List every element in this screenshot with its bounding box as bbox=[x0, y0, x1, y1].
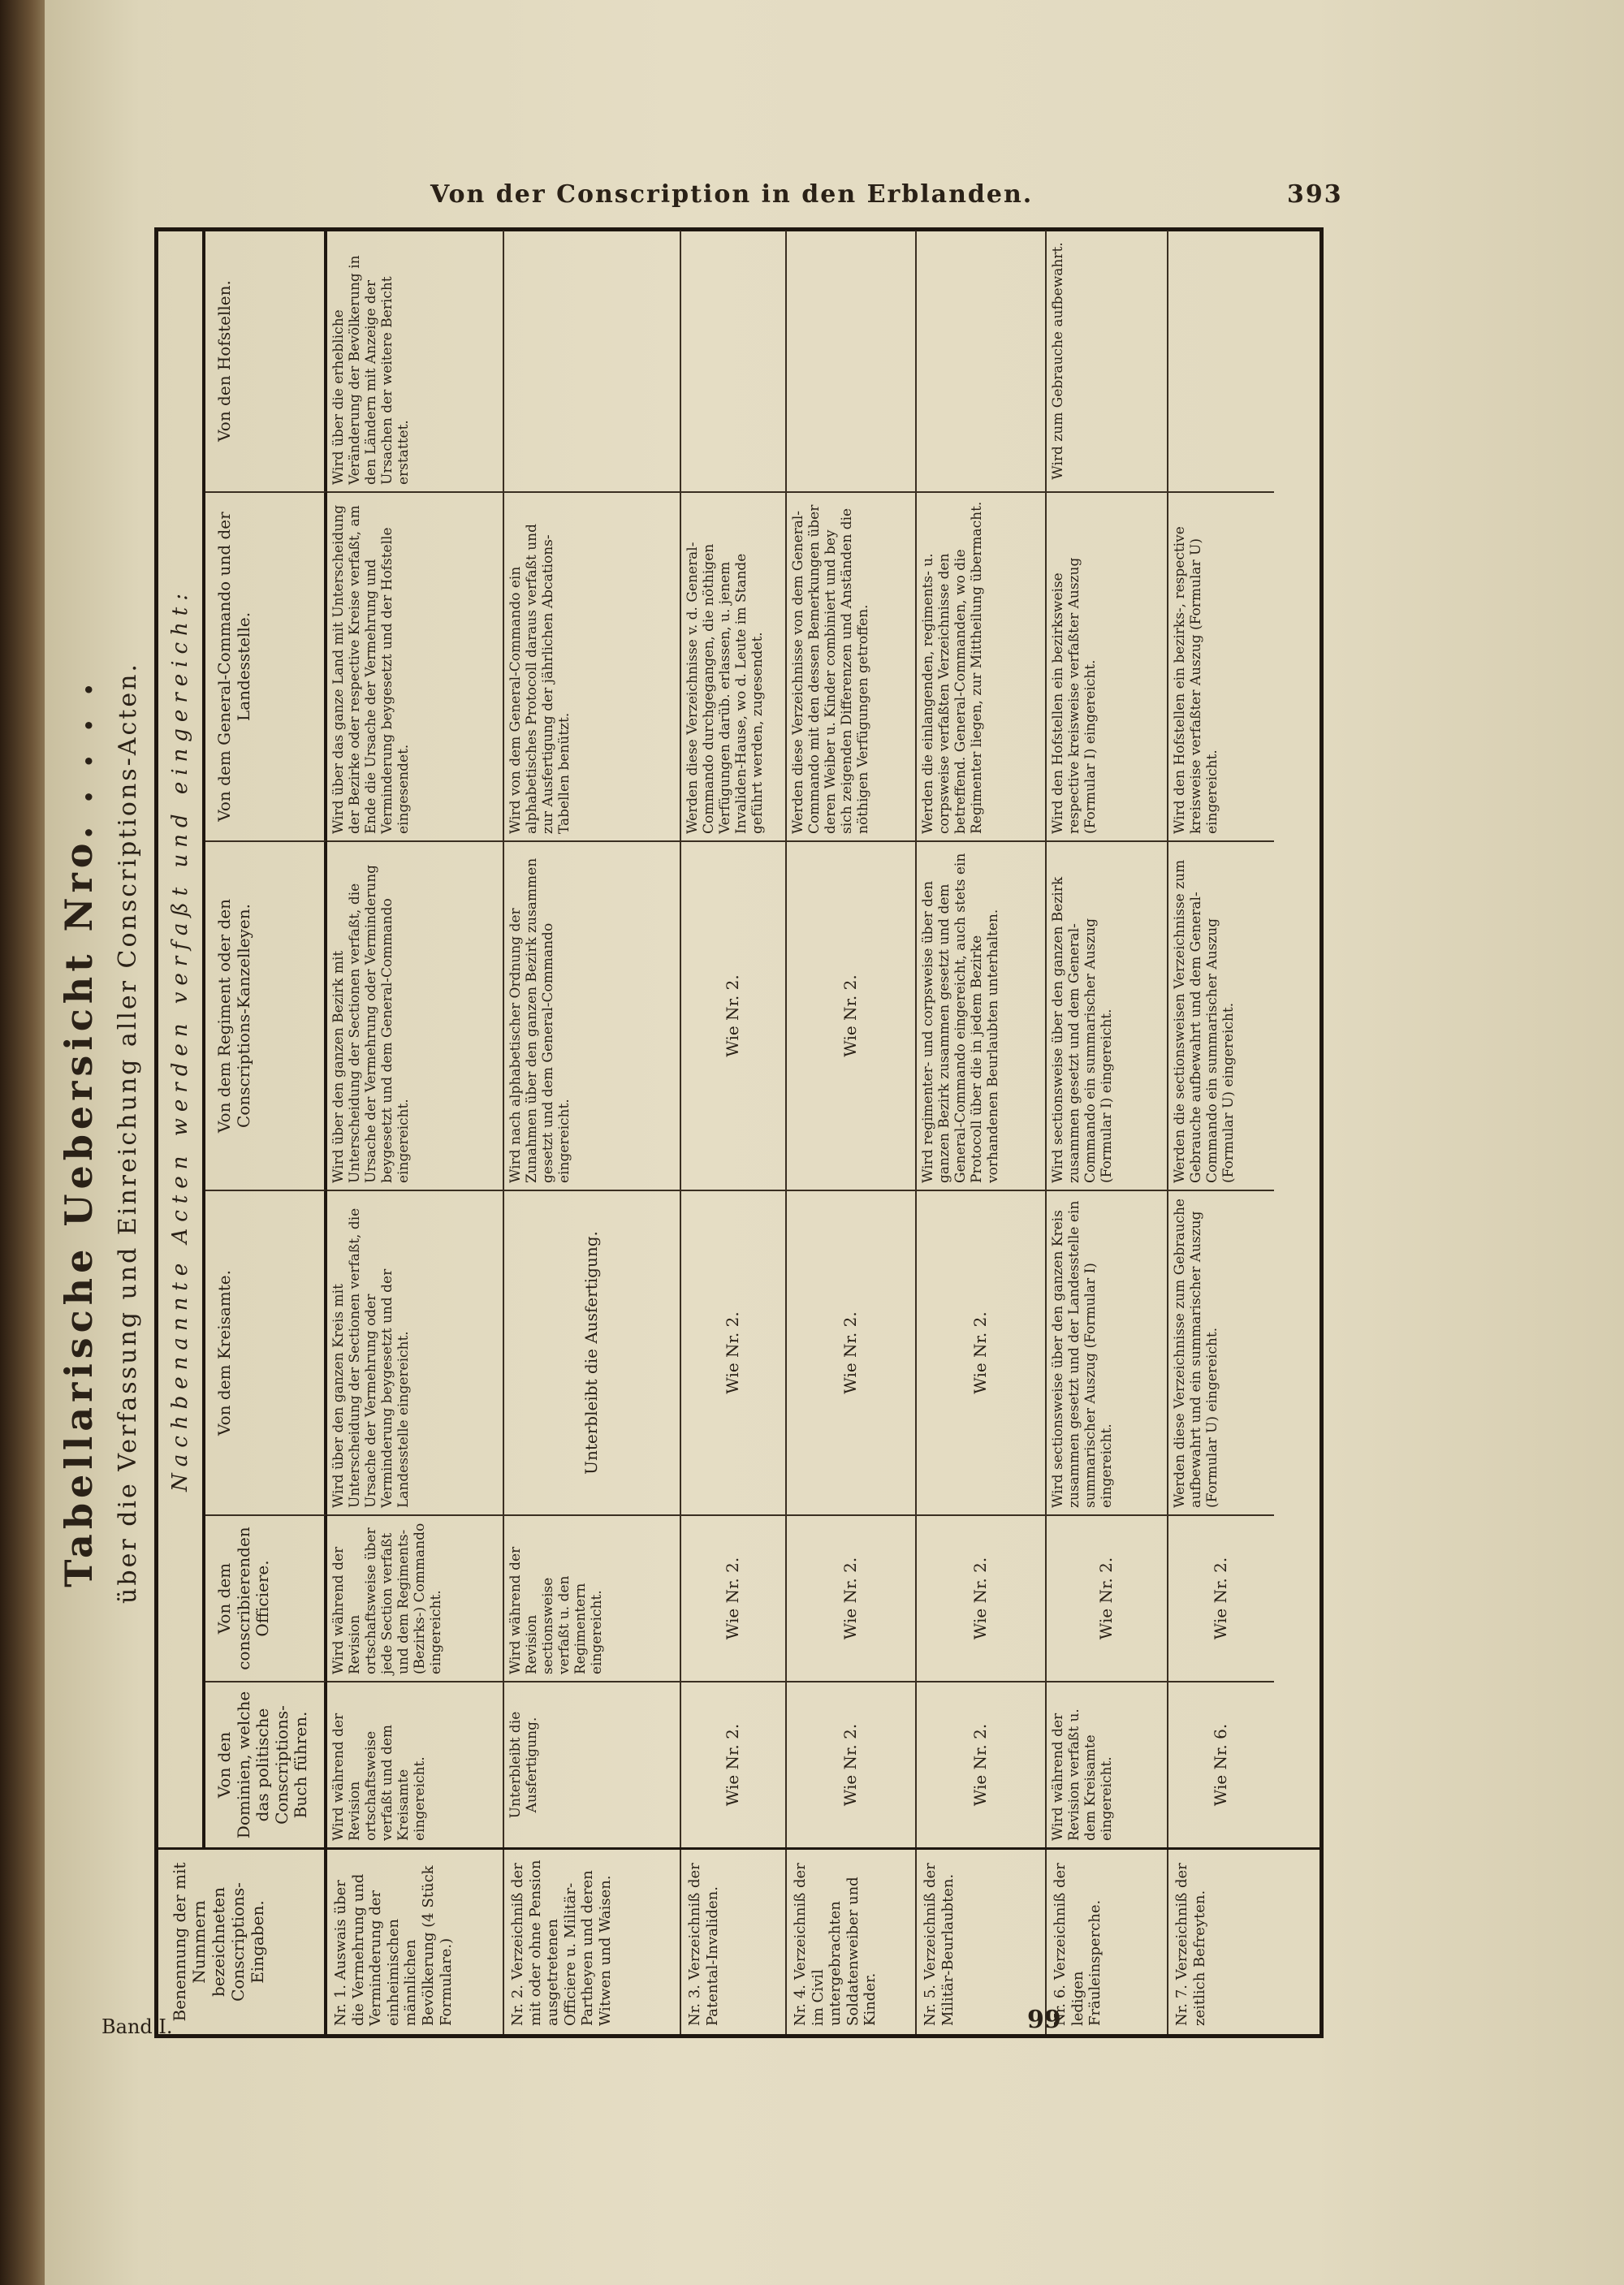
table-cell bbox=[1168, 231, 1274, 491]
acts-columns bbox=[158, 231, 1320, 1847]
table-cell: Wie Nr. 2. bbox=[681, 840, 787, 1190]
table-cell bbox=[917, 231, 1047, 491]
col-header-dominien: Von den Dominien, welche das politische Conscriptions-Buch führen. bbox=[205, 1681, 327, 1847]
row-name: Nr. 3. Verzeichniß der Patental-Invaliden. bbox=[681, 1850, 787, 2034]
row-name: Nr. 7. Verzeichniß der zeitlich Befreyten. bbox=[1173, 1863, 1208, 2026]
table-cell: Wird während der Revision ortschaftsweise über jede Section verfaßt und dem Regiments- (Bezirks-) Commando eingereicht. bbox=[327, 1514, 504, 1681]
table-cell: Wie Nr. 2. bbox=[1047, 1514, 1168, 1681]
volume-label: Band I. bbox=[102, 2015, 173, 2038]
table-cell: Wie Nr. 2. bbox=[917, 1190, 1047, 1514]
signature-mark: 99 bbox=[1027, 2006, 1061, 2034]
table-cell: Unterbleibt die Ausfertigung. bbox=[504, 1681, 681, 1847]
table-cell: Wird von dem General-Commando ein alphabetisches Protocoll daraus verfaßt und zur Ausfertigung der jährlichen Abcations-Tabellen benützt. bbox=[504, 491, 681, 840]
rotated-table-block bbox=[57, 227, 1324, 2038]
row-name: Nr. 4. Verzeichniß der im Civil untergebrachten Soldatenweiber und Kinder. bbox=[787, 1850, 917, 2034]
col-header-officier: Von dem conscribierenden Officiere. bbox=[205, 1514, 327, 1681]
table-cell: Wird sectionsweise über den ganzen Bezirk zusammen gesetzt und dem General-Commando ein summarischer Auszug (Formular I) eingereicht. bbox=[1047, 840, 1168, 1190]
table-cell: Wird regimenter- und corpsweise über den ganzen Bezirk zusammen gesetzt und dem General-Commando eingereicht, auch stets ein Protocoll über die in jedem Bezirke vorhandenen Beurlaubten unterhalten. bbox=[917, 840, 1047, 1190]
table-cell: Wird über den ganzen Bezirk mit Unterscheidung der Sectionen verfaßt, die Ursache der Vermehrung oder Verminderung beygesetzt und dem General-Commando eingereicht. bbox=[327, 840, 504, 1190]
table-cell: Wird über das ganze Land mit Unterscheidung der Bezirke oder respective Kreise verfaßt, am Ende die Ursache der Vermehrung und Verminderung beygesetzt und der Hofstelle eingesendet. bbox=[327, 491, 504, 840]
table-cell: Wie Nr. 2. bbox=[681, 1514, 787, 1681]
table-cell: Werden diese Verzeichnisse zum Gebrauche aufbewahrt und ein summarischer Auszug (Formular U) eingereicht. bbox=[1168, 1190, 1274, 1514]
col-header-kreisamt: Von dem Kreisamte. bbox=[205, 1190, 327, 1514]
table-cell: Wie Nr. 2. bbox=[681, 1681, 787, 1847]
first-column-header: Benennung der mit Nummern bezeichneten Conscriptions-Eingaben. bbox=[158, 1850, 327, 2034]
table-cell: Wie Nr. 2. bbox=[681, 1190, 787, 1514]
table-cell: Wie Nr. 2. bbox=[787, 840, 917, 1190]
table-cell: Wie Nr. 2. bbox=[787, 1514, 917, 1681]
table-cell: Wird über die erhebliche Veränderung der Bevölkerung in den Ländern mit Anzeige der Ursachen der weitere Bericht erstattet. bbox=[327, 231, 504, 491]
table-cell: Wie Nr. 2. bbox=[787, 1190, 917, 1514]
table-subtitle: über die Verfassung und Einreichung aller Conscriptions-Acten. bbox=[114, 662, 142, 1604]
table-cell bbox=[787, 231, 917, 491]
page-number: 393 bbox=[1287, 180, 1343, 209]
table-cell: Wird während der Revision ortschaftsweise verfaßt und dem Kreisamte eingereicht. bbox=[327, 1681, 504, 1847]
table-cell: Wird den Hofstellen ein bezirksweise respective kreisweise verfaßter Auszug (Formular I) eingereicht. bbox=[1047, 491, 1168, 840]
row-name: Nr. 5. Verzeichniß der Militär-Beurlaubten. bbox=[917, 1850, 1047, 2034]
table-cell: Wird sectionsweise über den ganzen Kreis zusammen gesetzt und der Landesstelle ein summarischer Auszug (Formular I) eingereicht. bbox=[1047, 1190, 1168, 1514]
table-cell: Wie Nr. 2. bbox=[1168, 1514, 1274, 1681]
table-cell: Werden die sectionsweisen Verzeichnisse zum Gebrauche aufbewahrt und dem General-Commando ein summarischer Auszug (Formular U) eingereicht. bbox=[1168, 840, 1274, 1190]
row-name: Nr. 6. Verzeichniß der ledigen Fräuleinsperche. bbox=[1047, 1850, 1168, 2034]
page-footer bbox=[0, 2006, 1624, 2054]
col-header-general-commando: Von dem General-Commando und der Landesstelle. bbox=[205, 491, 327, 840]
table-cell: Wird den Hofstellen ein bezirks-, respective kreisweise verfaßter Auszug (Formular U) eingereicht. bbox=[1168, 491, 1274, 840]
table-cell: Wie Nr. 6. bbox=[1168, 1681, 1274, 1847]
table-cell: Wie Nr. 2. bbox=[787, 1681, 917, 1847]
table-cell: Wird über den ganzen Kreis mit Unterscheidung der Sectionen verfaßt, die Ursache der Vermehrung oder Verminderung beygesetzt und der Landesstelle eingereicht. bbox=[327, 1190, 504, 1514]
table-title: Tabellarische Uebersicht Nro. . . . . bbox=[57, 678, 101, 1587]
table-cell: Wird zum Gebrauche aufbewahrt. bbox=[1047, 231, 1168, 491]
table-cell bbox=[681, 231, 787, 491]
table-cell: Wird während der Revision verfaßt u. dem Kreisamte eingereicht. bbox=[1047, 1681, 1168, 1847]
table-frame bbox=[154, 227, 1324, 2038]
table-cell: Unterbleibt die Ausfertigung. bbox=[504, 1190, 681, 1514]
table-cell: Werden diese Verzeichnisse v. d. General-Commando durchgegangen, die nöthigen Verfügungen darüb. erlassen, u. jenem Invaliden-Hause, wo d. Leute im Stande geführt werden, zugesendet. bbox=[681, 491, 787, 840]
running-title: Von der Conscription in den Erblanden. bbox=[430, 180, 1034, 209]
span-header: Nachbenannte Acten werden verfaßt und eingereicht: bbox=[158, 231, 205, 1847]
table-cell: Werden die einlangenden, regiments- u. corpsweise verfaßten Verzeichnisse den betreffend. General-Commanden, wo die Regimenter liegen, zur Mittheilung übermacht. bbox=[917, 491, 1047, 840]
col-header-regiment: Von dem Regiment oder den Conscriptions-Kanzelleyen. bbox=[205, 840, 327, 1190]
table-cell bbox=[504, 231, 681, 491]
table-cell: Wie Nr. 2. bbox=[917, 1681, 1047, 1847]
row-name: Nr. 2. Verzeichniß der mit oder ohne Pension ausgetretenen Officiere u. Militär-Partheyen und deren Witwen und Waisen. bbox=[504, 1850, 681, 2034]
table-cell: Wird während der Revision sectionsweise verfaßt u. den Regimentern eingereicht. bbox=[504, 1514, 681, 1681]
table-cell: Wie Nr. 2. bbox=[917, 1514, 1047, 1681]
table-cell: Werden diese Verzeichnisse von dem General-Commando mit den dessen Bemerkungen über deren Weiber u. Kinder combiniert und bey sich zeigenden Differenzen und Anständen die nöthigen Verfügungen getroffen. bbox=[787, 491, 917, 840]
acts-grid bbox=[205, 231, 1320, 1847]
table-cell: Wird nach alphabetischer Ordnung der Zunahmen über den ganzen Bezirk zusammen gesetzt und dem General-Commando eingereicht. bbox=[504, 840, 681, 1190]
col-header-hofstellen: Von den Hofstellen. bbox=[205, 231, 327, 491]
row-name: Nr. 1. Auswais über die Vermehrung und Verminderung der einheimischen männlichen Bevölkerung (4 Stück Formulare.) bbox=[327, 1850, 504, 2034]
